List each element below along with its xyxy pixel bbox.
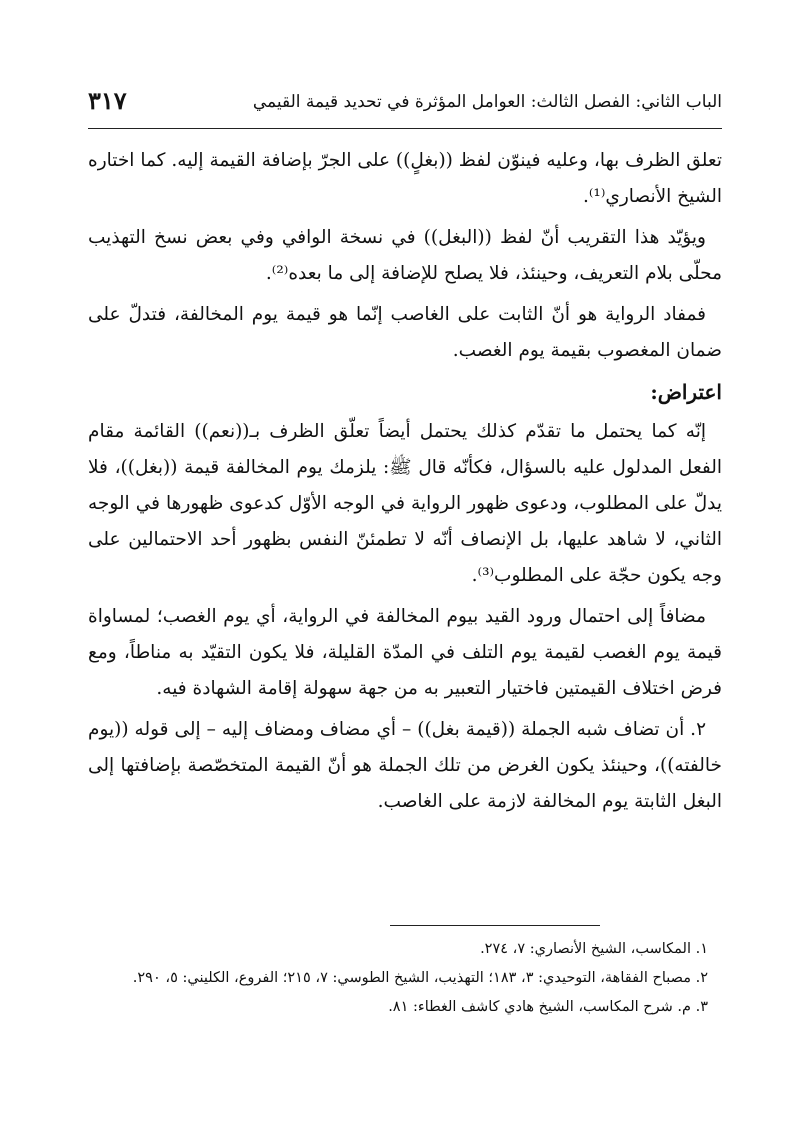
section-heading: اعتراض:	[650, 380, 722, 404]
page-number: ٣١٧	[88, 86, 127, 115]
header-divider	[88, 128, 722, 129]
running-header	[88, 84, 722, 124]
footnote: ٢. مصباح الفقاهة، التوحيدي: ٣، ١٨٣؛ التهذيب، الشيخ الطوسي: ٧، ٢١٥؛ الفروع، الكليني: ٥، ٢٩٠.	[132, 970, 708, 986]
paragraph: إنّه كما يحتمل ما تقدّم كذلك يحتمل أيضاً تعلّق الظرف بـ((نعم)) القائمة مقام الفعل المدلول عليه بالسؤال، فكأنّه قال ﷺ: يلزمك يوم المخالفة قيمة ((بغل))، فلا يدلّ على المطلوب، ودعوى ظهور الرواية في الوجه الأوّل كدعوى ظهورها في الوجه الثاني، لا شاهد عليها، بل الإنصاف أنّه لا تطمئنّ النفس بظهور أحد الاحتمالين على وجه يكون حجّة على المطلوب⁽³⁾.	[88, 421, 722, 586]
paragraph: تعلق الظرف بها، وعليه فينوّن لفظ ((بغلٍ)) على الجرّ بإضافة القيمة إليه. كما اختاره الشيخ الأنصاري⁽¹⁾.	[88, 150, 722, 207]
paragraph: فمفاد الرواية هو أنّ الثابت على الغاصب إنّما هو قيمة يوم المخالفة، فتدلّ على ضمان المغصوب بقيمة يوم الغصب.	[88, 304, 722, 361]
footnote-divider	[390, 925, 600, 926]
paragraph: ٢. أن تضاف شبه الجملة ((قيمة بغل)) – أي مضاف ومضاف إليه – إلى قوله ((يوم خالفته))، وحينئذ يكون الغرض من تلك الجملة هو أنّ القيمة المتخصّصة بإضافتها إلى البغل الثابتة يوم المخالفة لازمة على الغاصب.	[88, 719, 722, 812]
footnote: ١. المكاسب، الشيخ الأنصاري: ٧، ٢٧٤.	[480, 941, 708, 957]
chapter-title: الباب الثاني: الفصل الثالث: العوامل المؤثرة في تحديد قيمة القيمي	[252, 92, 722, 112]
paragraph: ويؤيّد هذا التقريب أنّ لفظ ((البغل)) في نسخة الوافي وفي بعض نسخ التهذيب محلّى بلام التعريف، وحينئذ، فلا يصلح للإضافة إلى ما بعده⁽²⁾.	[88, 227, 722, 284]
footnote: ٣. م. شرح المكاسب، الشيخ هادي كاشف الغطاء: ٨١.	[388, 999, 708, 1015]
main-text	[88, 143, 722, 825]
paragraph: مضافاً إلى احتمال ورود القيد بيوم المخالفة في الرواية، أي يوم الغصب؛ لمساواة قيمة يوم الغصب لقيمة يوم التلف في المدّة القليلة، فلا يكون التقيّد به مناطاً، ومع فرض اختلاف القيمتين فاختيار التعبير به من جهة سهولة إقامة الشهادة فيه.	[88, 606, 722, 699]
footnotes	[88, 935, 722, 1022]
